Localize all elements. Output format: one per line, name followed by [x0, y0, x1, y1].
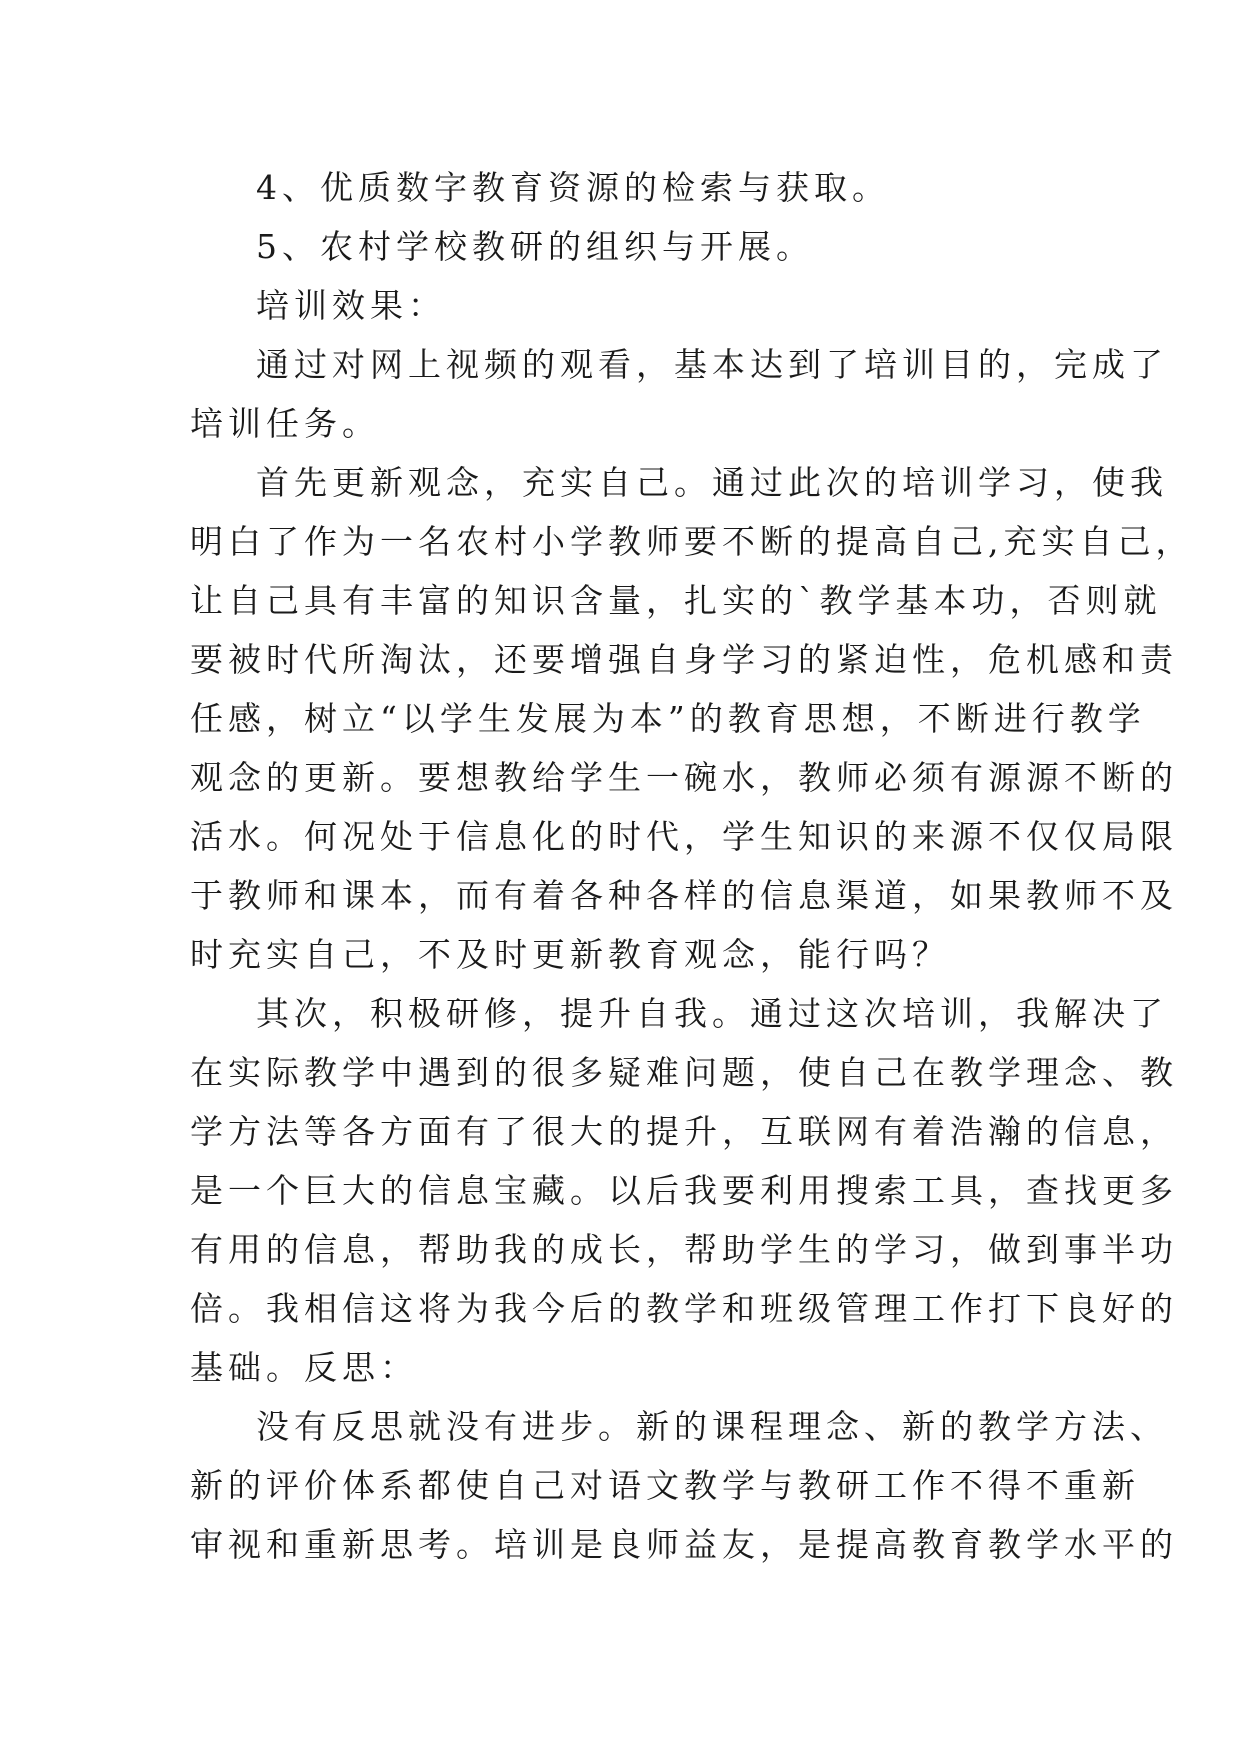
text-line: 没有反思就没有进步。新的课程理念、新的教学方法、 — [256, 1407, 1168, 1446]
text-line: 培训效果： — [256, 286, 446, 325]
text-line: 学方法等各方面有了很大的提升，互联网有着浩瀚的信息， — [190, 1112, 1178, 1151]
text-line: 首先更新观念，充实自己。通过此次的培训学习，使我 — [256, 463, 1168, 502]
text-line: 要被时代所淘汰，还要增强自身学习的紧迫性，危机感和责 — [190, 640, 1178, 679]
text-line: 任感，树立“以学生发展为本”的教育思想，不断进行教学 — [190, 699, 1146, 738]
text-line: 于教师和课本，而有着各种各样的信息渠道，如果教师不及 — [190, 876, 1178, 915]
text-line: 4、优质数字教育资源的检索与获取。 — [256, 168, 890, 207]
text-line: 活水。何况处于信息化的时代，学生知识的来源不仅仅局限 — [190, 817, 1178, 856]
text-line: 在实际教学中遇到的很多疑难问题，使自己在教学理念、教 — [190, 1053, 1178, 1092]
text-line: 新的评价体系都使自己对语文教学与教研工作不得不重新 — [190, 1466, 1140, 1505]
text-line: 5、农村学校教研的组织与开展。 — [256, 227, 814, 266]
text-line: 基础。反思： — [190, 1348, 418, 1387]
text-line: 是一个巨大的信息宝藏。以后我要利用搜索工具，查找更多 — [190, 1171, 1178, 1210]
text-line: 有用的信息，帮助我的成长，帮助学生的学习，做到事半功 — [190, 1230, 1178, 1269]
text-line: 倍。我相信这将为我今后的教学和班级管理工作打下良好的 — [190, 1289, 1178, 1328]
text-line: 观念的更新。要想教给学生一碗水，教师必须有源源不断的 — [190, 758, 1178, 797]
text-line: 通过对网上视频的观看，基本达到了培训目的，完成了 — [256, 345, 1168, 384]
text-line: 让自己具有丰富的知识含量，扎实的`教学基本功，否则就 — [190, 581, 1162, 620]
text-line: 时充实自己，不及时更新教育观念，能行吗？ — [190, 935, 950, 974]
text-line: 明白了作为一名农村小学教师要不断的提高自己,充实自己， — [190, 522, 1194, 561]
text-line: 其次，积极研修，提升自我。通过这次培训，我解决了 — [256, 994, 1168, 1033]
text-line: 培训任务。 — [190, 404, 380, 443]
text-line: 审视和重新思考。培训是良师益友，是提高教育教学水平的 — [190, 1525, 1178, 1564]
document-body — [190, 158, 1194, 1574]
